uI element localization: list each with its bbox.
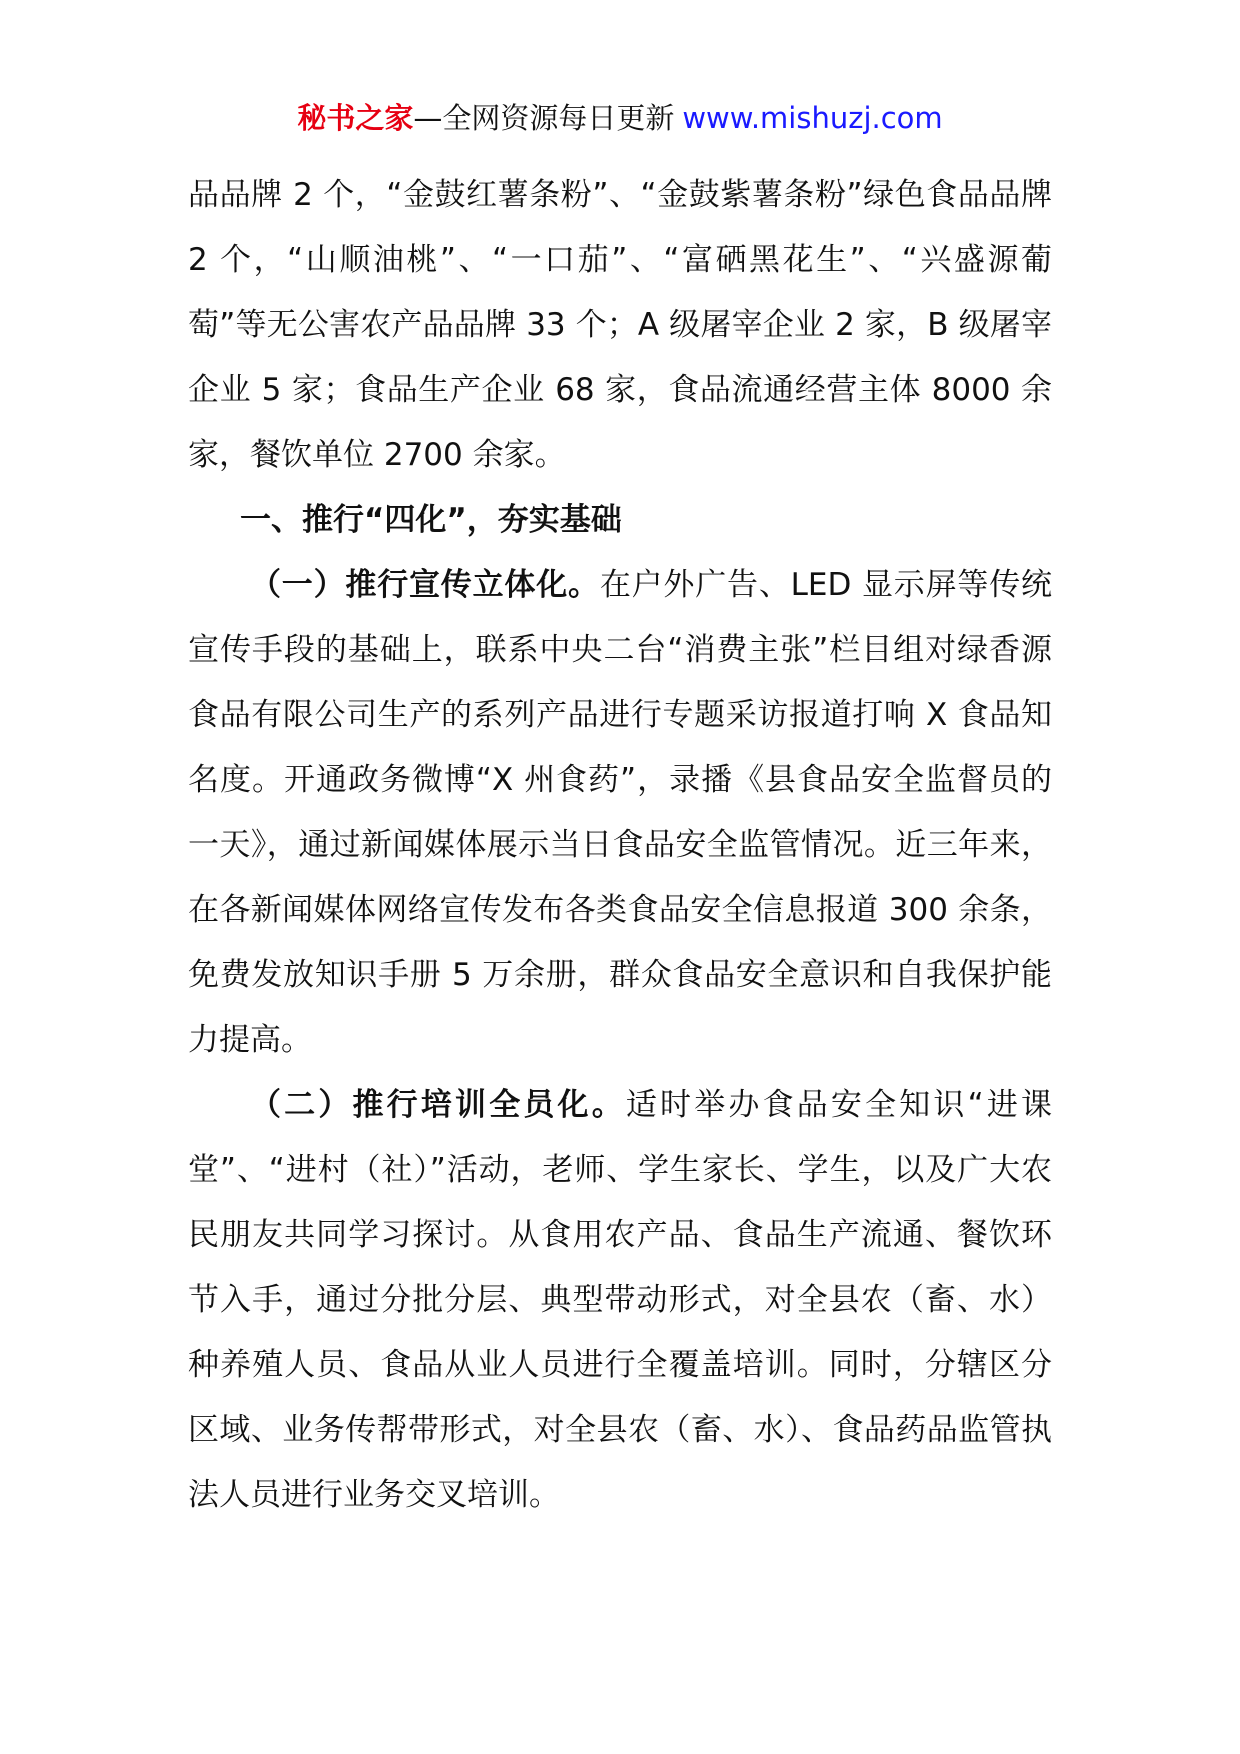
paragraph-training: [188, 1073, 1052, 1528]
page-header: [0, 98, 1240, 138]
paragraph-intro-continued: 品品牌 2 个，“金鼓红薯条粉”、“金鼓紫薯条粉”绿色食品品牌 2 个，“山顺油桃”、“一口茄”、“富硒黑花生”、“兴盛源葡萄”等无公害农产品品牌 33 个；A 级屠宰企业 2 家，B 级屠宰企业 5 家；食品生产企业 68 家，食品流通经营主体 8000 余家，餐饮单位 2700 余家。: [188, 177, 1052, 473]
paragraph-publicity: [188, 553, 1052, 1073]
paragraph-publicity-lead: （一）推行宣传立体化。: [250, 567, 600, 603]
section-heading-1: 一、推行“四化”，夯实基础: [240, 502, 622, 538]
header-site-link[interactable]: www.mishuzj.com: [682, 101, 943, 135]
document-body: [188, 163, 1052, 1528]
paragraph-training-body: 适时举办食品安全知识“进课堂”、“进村（社）”活动，老师、学生家长、学生，以及广大农民朋友共同学习探讨。从食用农产品、食品生产流通、餐饮环节入手，通过分批分层、典型带动形式，对全县农（畜、水）种养殖人员、食品从业人员进行全覆盖培训。同时，分辖区分区域、业务传帮带形式，对全县农（畜、水）、食品药品监管执法人员进行业务交叉培训。: [188, 1087, 1053, 1513]
paragraph-publicity-body: 在户外广告、LED 显示屏等传统宣传手段的基础上，联系中央二台“消费主张”栏目组对绿香源食品有限公司生产的系列产品进行专题采访报道打响 X 食品知名度。开通政务微博“X 州食药”，录播《县食品安全监督员的一天》，通过新闻媒体展示当日食品安全监管情况。近三年来，在各新闻媒体网络宣传发布各类食品安全信息报道 300 余条，免费发放知识手册 5 万余册，群众食品安全意识和自我保护能力提高。: [188, 567, 1052, 1058]
header-tagline: —全网资源每日更新: [413, 101, 675, 135]
paragraph-training-lead: （二）推行培训全员化。: [250, 1087, 626, 1123]
header-brand: 秘书之家: [297, 101, 414, 135]
